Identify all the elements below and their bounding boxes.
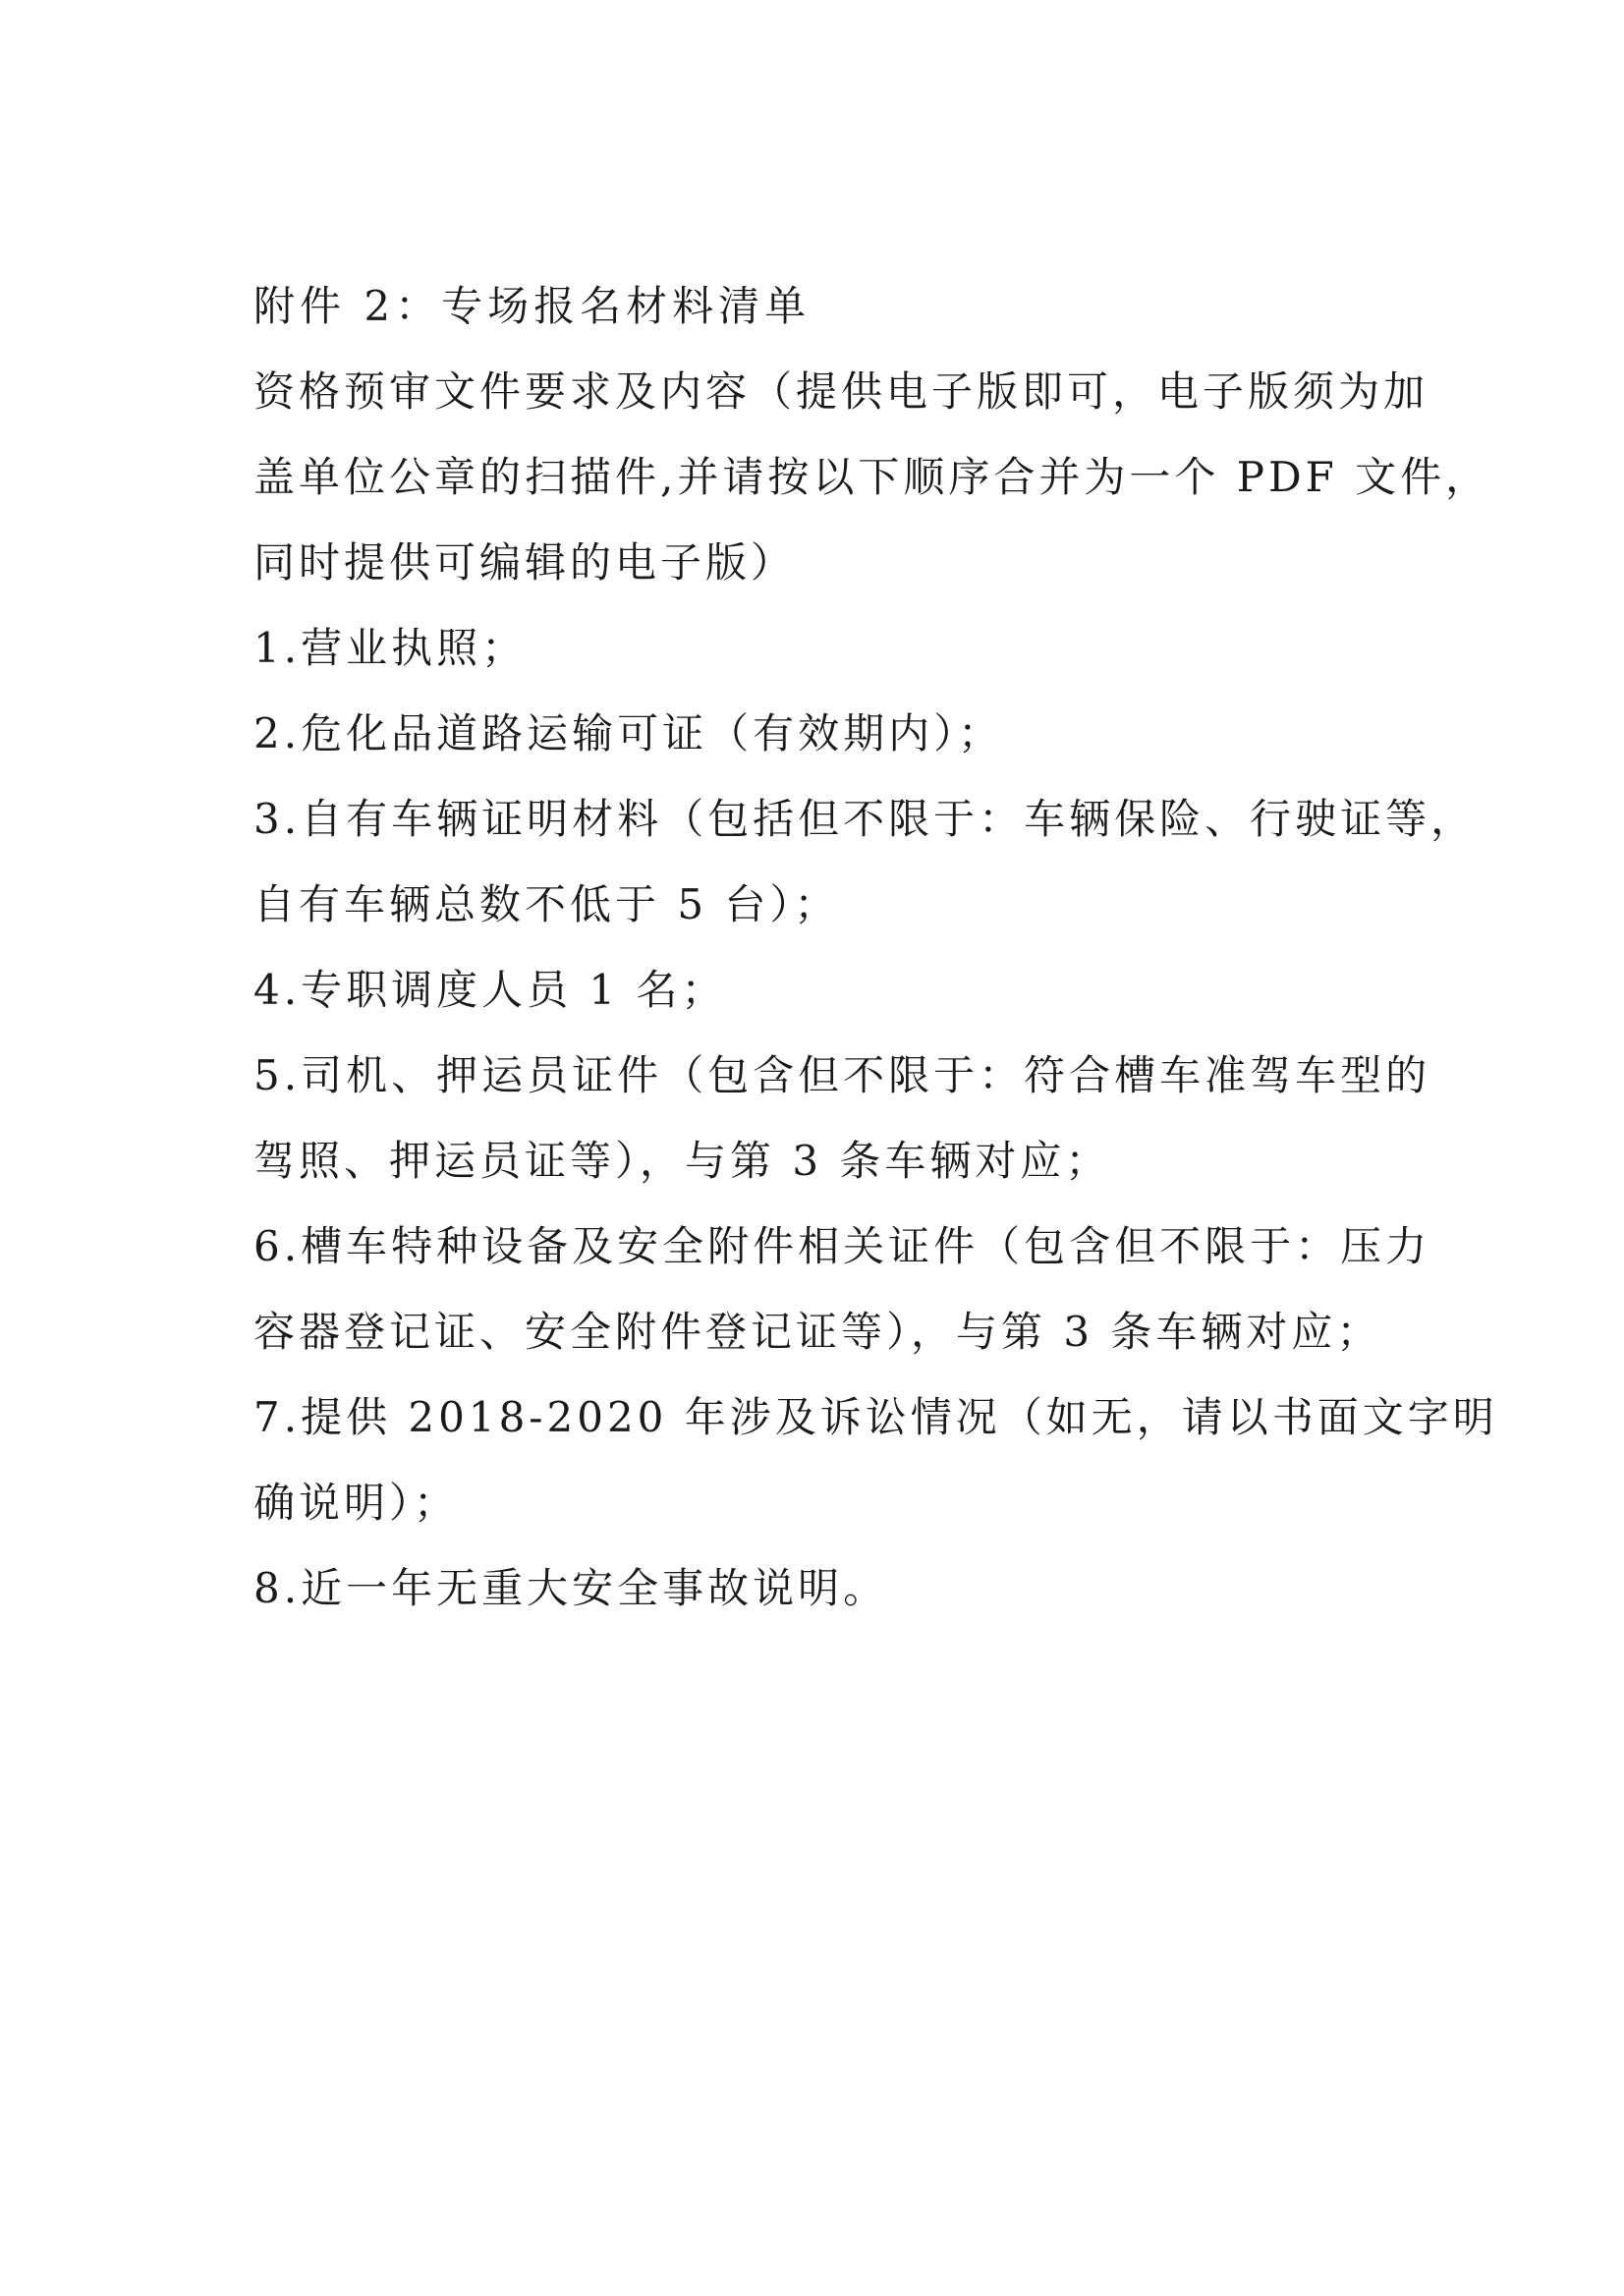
document-body <box>253 263 1498 1631</box>
attachment-title: 附件 2：专场报名材料清单 <box>253 282 812 330</box>
intro-line-3: 同时提供可编辑的电子版） <box>253 538 797 587</box>
item-7-litigation-cont: 确说明）； <box>253 1479 460 1527</box>
intro-line-2: 盖单位公章的扫描件,并请按以下顺序合并为一个 PDF 文件， <box>253 453 1491 501</box>
item-4-dispatcher: 4.专职调度人员 1 名； <box>253 966 727 1014</box>
item-7-litigation: 7.提供 2018-2020 年涉及诉讼情况（如无，请以书面文字明 <box>253 1393 1498 1441</box>
item-5-driver-certificates: 5.司机、押运员证件（包含但不限于：符合槽车准驾车型的 <box>253 1051 1431 1099</box>
item-3-vehicle-proof: 3.自有车辆证明材料（包括但不限于：车辆保险、行驶证等， <box>253 795 1477 843</box>
item-1-business-license: 1.营业执照； <box>253 624 528 672</box>
item-3-vehicle-proof-cont: 自有车辆总数不低于 5 台）； <box>253 880 840 928</box>
item-8-safety-statement: 8.近一年无重大安全事故说明。 <box>253 1564 889 1612</box>
item-6-equipment-certificates-cont: 容器登记证、安全附件登记证等），与第 3 条车辆对应； <box>253 1308 1382 1356</box>
item-5-driver-certificates-cont: 驾照、押运员证等），与第 3 条车辆对应； <box>253 1137 1111 1185</box>
intro-line-1: 资格预审文件要求及内容（提供电子版即可，电子版须为加 <box>253 367 1429 416</box>
item-6-equipment-certificates: 6.槽车特种设备及安全附件相关证件（包含但不限于：压力 <box>253 1222 1431 1270</box>
item-2-transport-permit: 2.危化品道路运输可证（有效期内）； <box>253 709 1004 757</box>
